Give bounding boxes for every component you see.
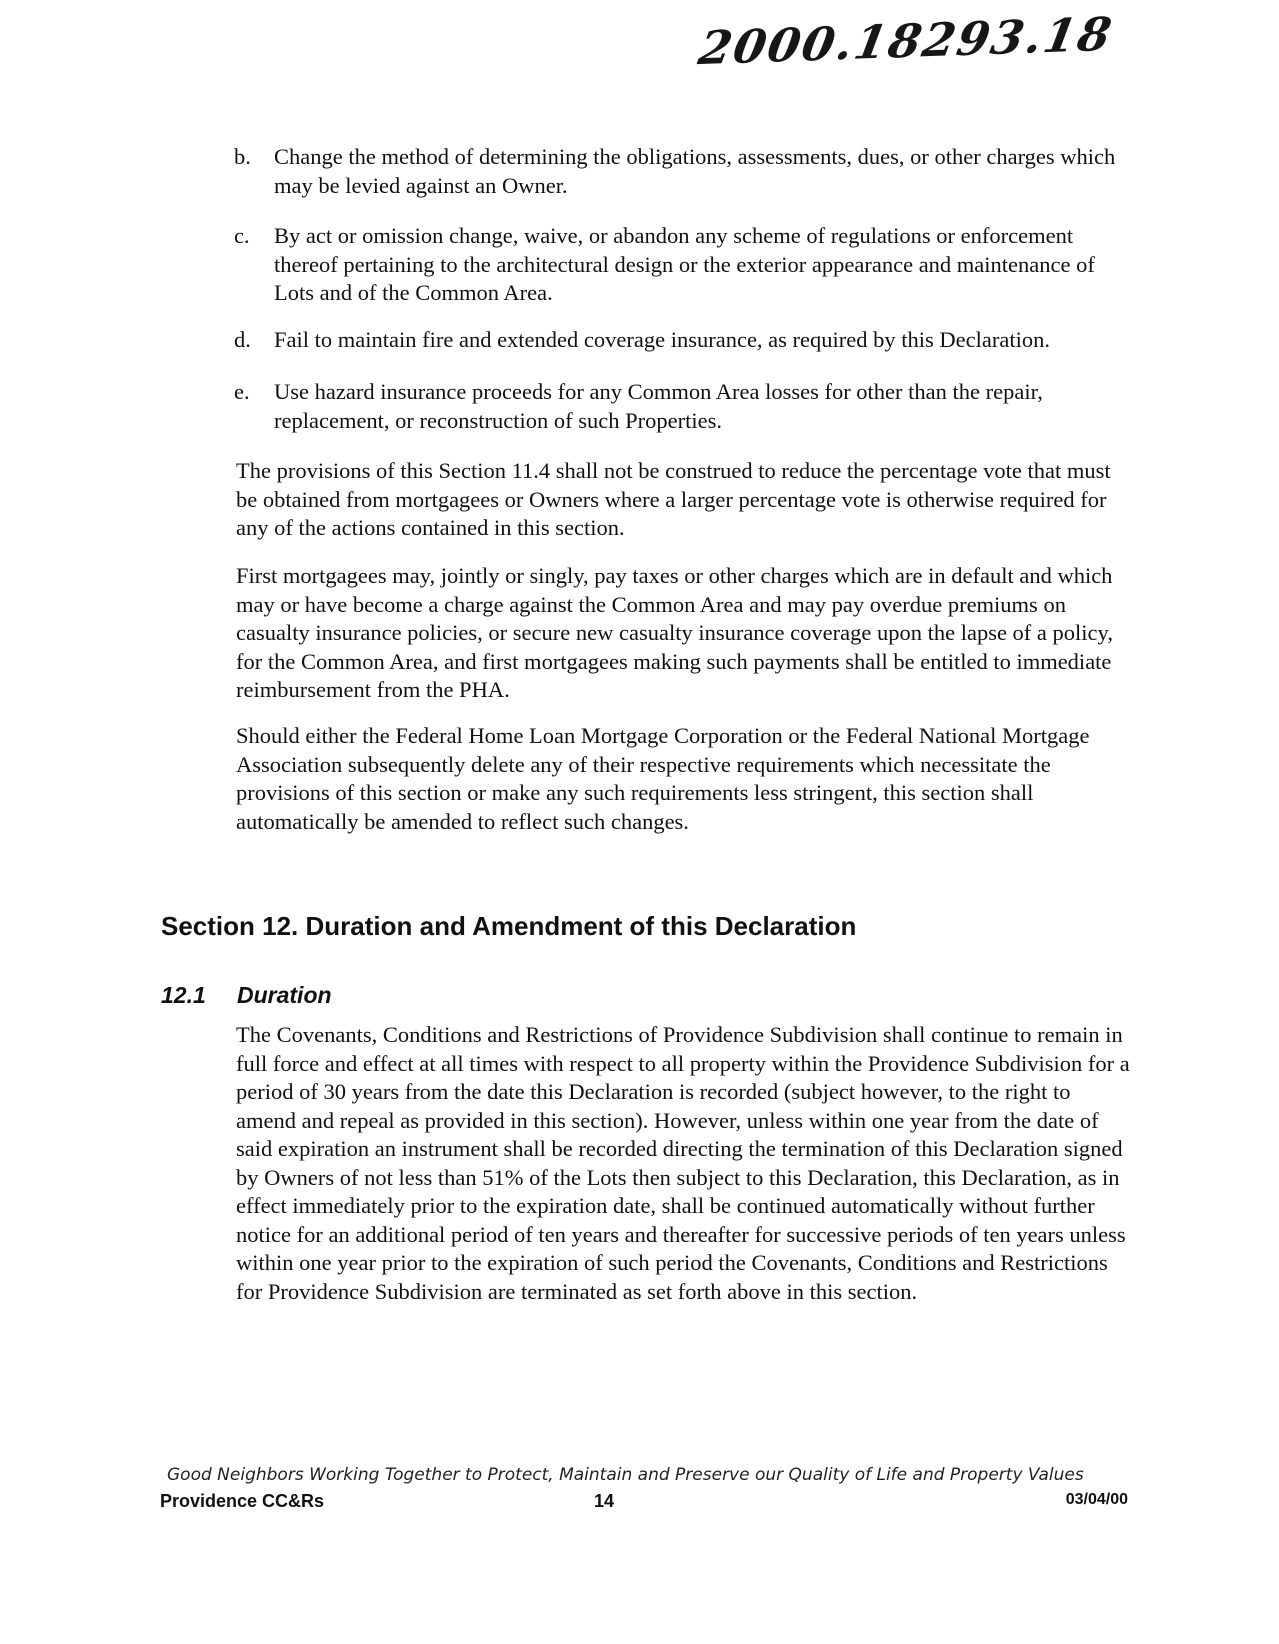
section-heading: Section 12. Duration and Amendment of this Declaration — [161, 911, 857, 941]
list-item-text: Change the method of determining the obligations, assessments, dues, or other charges which may be levied against an Owner. — [274, 144, 1116, 198]
paragraph-federal-requirements: Should either the Federal Home Loan Mortgage Corporation or the Federal National Mortgage Association subsequently delete any of their respective requirements which necessitate the provisions of this section or make any such requirements less stringent, this section shall automatically be amended to reflect such changes. — [236, 723, 1090, 834]
list-item-text: Use hazard insurance proceeds for any Common Area losses for other than the repair, replacement, or reconstruction of such Properties. — [274, 379, 1043, 433]
paragraph-section-11-4-provisions: The provisions of this Section 11.4 shall not be construed to reduce the percentage vote that must be obtained from mortgagees or Owners where a larger percentage vote is otherwise required for any of the actions contained in this section. — [236, 458, 1111, 540]
list-item-e — [234, 378, 1134, 435]
footer-motto: Good Neighbors Working Together to Protect, Maintain and Preserve our Quality of Life and Property Values — [167, 1465, 1084, 1485]
footer-date: 03/04/00 — [1065, 1491, 1128, 1508]
paragraph-first-mortgagees: First mortgagees may, jointly or singly, pay taxes or other charges which are in default and which may or have become a charge against the Common Area and may pay overdue premiums on casualty insurance policies, or secure new casualty insurance coverage upon the lapse of a policy, for the Common Area, and first mortgagees making such payments shall be entitled to immediate reimbursement from the PHA. — [236, 563, 1113, 702]
list-item-b — [234, 143, 1134, 200]
list-item-d — [234, 326, 1134, 355]
footer — [160, 1491, 1128, 1515]
list-item-c — [234, 222, 1134, 308]
subsection-heading — [161, 982, 332, 1009]
list-item-letter: d. — [234, 327, 251, 352]
handwritten-recording-number: 2000.18293.18 — [694, 6, 1118, 76]
footer-page-number: 14 — [594, 1491, 615, 1511]
list-item-letter: b. — [234, 144, 251, 169]
list-item-letter: e. — [234, 379, 250, 404]
paragraph-duration-body: The Covenants, Conditions and Restrictions of Providence Subdivision shall continue to remain in full force and effect at all times with respect to all property within the Providence Subdivision for a period of 30 years from the date this Declaration is recorded (subject however, to the right to amend and repeal as provided in this section). However, unless within one year from the date of said expiration an instrument shall be recorded directing the termination of this Declaration signed by Owners of not less than 51% of the Lots then subject to this Declaration, this Declaration, as in effect immediately prior to the expiration date, shall be continued automatically without further notice for an additional period of ten years and thereafter for successive periods of ten years unless within one year prior to the expiration of such period the Covenants, Conditions and Restrictions for Providence Subdivision are terminated as set forth above in this section. — [236, 1022, 1130, 1304]
subsection-title: Duration — [237, 982, 332, 1008]
list-item-text: Fail to maintain fire and extended coverage insurance, as required by this Declaration. — [274, 327, 1050, 352]
list-item-text: By act or omission change, waive, or abandon any scheme of regulations or enforcement thereof pertaining to the architectural design or the exterior appearance and maintenance of Lots and of the Common Area. — [274, 223, 1095, 305]
subsection-number: 12.1 — [161, 982, 206, 1008]
footer-document-name: Providence CC&Rs — [160, 1491, 325, 1511]
list-item-letter: c. — [234, 223, 250, 248]
